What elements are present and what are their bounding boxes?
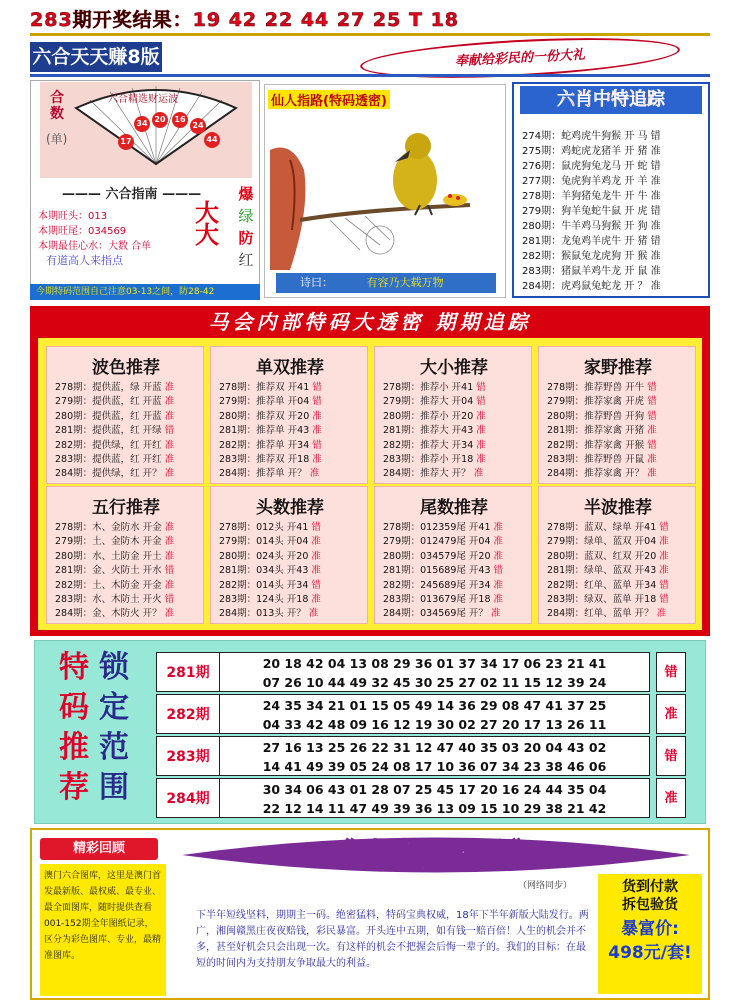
review-body: 澳门六合图库，这里是澳门首发最新版、最权威、最专业、最全面图库，随时提供查看001-152期全年图纸记录，区分为彩色图库、专业，最精准图库。: [40, 864, 166, 996]
panel-line-text: 282期：提供绿，红 开红: [55, 439, 165, 451]
fan-title: 六合精选财运波: [108, 94, 178, 105]
panel-line-result: 错: [647, 382, 657, 393]
panel-line-text: 278期：推荐野兽 开牛: [547, 382, 648, 393]
panel-lines: [55, 521, 205, 622]
panel-title: 尾数推荐: [420, 498, 488, 518]
panel-line-result: 准: [476, 425, 486, 437]
panel-lines: [383, 521, 533, 622]
list-item: [55, 564, 205, 578]
panel-line-text: 281期：034头 开43: [219, 565, 312, 577]
panel-line-text: 281期：推荐单 开43: [219, 425, 313, 437]
list-item: [547, 579, 697, 593]
panel-lines: [383, 381, 533, 482]
panel-title: 头数推荐: [256, 498, 324, 518]
list-item: [55, 439, 205, 453]
panel-line-text: 283期：推荐双 开18: [219, 454, 313, 466]
panel-line-result: 错: [647, 439, 657, 451]
list-item: [547, 521, 697, 535]
lock-char: 定: [99, 690, 129, 725]
lock-char: 特: [59, 650, 89, 685]
lock-line: 07 26 10 44 49 32 45 30 25 27 02 11 15 12 39 24: [262, 675, 607, 690]
panel-line-result: 准: [164, 522, 175, 533]
panel-line-result: 准: [476, 454, 486, 466]
poem-text: 有容乃大载万物: [366, 276, 444, 289]
list-item: [383, 395, 533, 409]
panel-line-result: 准: [473, 468, 484, 480]
list-item: [55, 535, 205, 549]
list-item: [219, 550, 369, 564]
six-zodiac-title: 六肖中特追踪: [520, 86, 702, 114]
panel-line-text: 279期：推荐大 开04: [383, 396, 477, 408]
lock-line: 24 35 34 21 01 15 05 49 14 36 29 08 47 41 37 25: [262, 698, 607, 713]
lock-period: 282期: [156, 694, 220, 734]
panel-line-text: 284期：推荐家禽 开？: [547, 468, 648, 480]
prediction-panel: [46, 486, 204, 624]
panel-line-result: 错: [164, 594, 175, 606]
guide-wangwei: 本期旺尾：034569: [38, 226, 127, 237]
panel-line-result: 准: [308, 608, 319, 620]
slogan: 奉献给彩民的一份大礼: [359, 32, 680, 85]
lock-line: 14 41 49 39 05 24 08 17 10 36 07 34 23 38 46 06: [262, 759, 607, 774]
panel-line-text: 278期：提供蓝，绿 开蓝: [55, 382, 165, 393]
panel-line-result: 准: [656, 608, 667, 620]
poem-label: 诗曰：: [300, 276, 333, 289]
price-box: [598, 874, 702, 994]
side-words: [234, 183, 258, 271]
panel-line-text: 280期：提供蓝，红 开蓝: [55, 410, 165, 422]
prediction-panel: [538, 346, 696, 484]
list-item: [219, 439, 369, 453]
panel-line-result: 错: [312, 382, 322, 393]
list-item: [55, 381, 205, 395]
list-item: [547, 607, 697, 621]
panel-line-text: 280期：推荐小 开20: [383, 410, 477, 422]
list-item: [547, 453, 697, 467]
list-item: [383, 410, 533, 424]
list-item: [383, 593, 533, 607]
list-item: [219, 381, 369, 395]
list-item: [383, 467, 533, 481]
panel-line-result: 准: [309, 468, 320, 480]
panel-line-text: 278期：推荐小 开41: [383, 382, 477, 393]
panel-line-result: 准: [311, 536, 321, 548]
panel-line-result: 错: [164, 565, 175, 577]
list-item: [219, 593, 369, 607]
list-item: [55, 453, 205, 467]
lock-left-chars: [56, 648, 92, 808]
panel-line-result: 准: [164, 579, 175, 591]
list-item: [547, 550, 697, 564]
panel-line-result: 错: [647, 396, 657, 408]
panel-line-text: 280期：推荐双 开20: [219, 410, 313, 422]
big-char: [192, 199, 222, 249]
panel-lines: [547, 381, 697, 482]
lock-char: 荐: [59, 770, 89, 805]
prediction-panel: [374, 486, 532, 624]
side-word: 爆: [238, 185, 254, 203]
side-word: 红: [238, 251, 254, 269]
panel-line-text: 283期：推荐小 开18: [383, 454, 477, 466]
guide-title: ——— 六合指南 ———: [62, 187, 202, 202]
table-row: [156, 736, 686, 776]
panel-title: 单双推荐: [256, 358, 324, 378]
list-item: [383, 453, 533, 467]
panel-line-text: 279期：推荐单 开04: [219, 396, 313, 408]
panel-line-text: 278期：012头 开41: [219, 522, 312, 533]
panel-line-result: 准: [311, 594, 321, 606]
prediction-panel: [374, 346, 532, 484]
sync-label: （网络同步）: [518, 881, 573, 891]
panel-line-result: 准: [311, 550, 321, 562]
panel-line-result: 准: [164, 410, 175, 422]
panel-line-result: 准: [647, 425, 657, 437]
panel-line-result: 错: [659, 579, 669, 591]
panel-line-text: 283期：推荐野兽 开鼠: [547, 454, 648, 466]
prediction-panel: [46, 346, 204, 484]
list-item: [547, 410, 697, 424]
panel-line-text: 282期：245689尾 开34: [383, 579, 494, 591]
panel-line-text: 280期：水、土防金 开土: [55, 550, 165, 562]
panel-line-text: 281期：推荐家禽 开猪: [547, 425, 648, 437]
panel-line-text: 278期：蓝双、绿单 开41: [547, 522, 660, 533]
side-word: 绿: [238, 207, 254, 225]
panel-title: 五行推荐: [92, 498, 160, 518]
zodiac-line: 284期：虎鸡鼠兔蛇龙 开 ？ 准: [522, 281, 661, 292]
panel-line-text: 279期：提供蓝，红 开蓝: [55, 396, 165, 408]
guide-xinshui: 本期最佳心水：大数 合单: [38, 241, 152, 252]
immortal-guide-title: 仙人指路(特码透密): [268, 90, 390, 109]
panel-line-text: 284期：金、木防火 开？: [55, 608, 165, 620]
divider: [30, 74, 710, 77]
panel-line-result: 准: [493, 522, 504, 533]
panel-line-text: 279期：土、金防木 开金: [55, 536, 165, 548]
panel-line-result: 准: [490, 608, 501, 620]
panel-line-result: 准: [164, 608, 175, 620]
panel-line-result: 准: [164, 468, 175, 480]
panel-line-result: 错: [659, 522, 669, 533]
lock-line: 22 12 14 11 47 49 39 36 13 09 15 10 29 38 21 42: [262, 801, 607, 816]
panel-line-result: 准: [659, 536, 669, 548]
panel-line-result: 准: [311, 565, 321, 577]
panel-line-result: 准: [312, 454, 322, 466]
list-item: [547, 564, 697, 578]
list-item: [219, 395, 369, 409]
zodiac-line: 280期：牛羊鸡马狗猴 开 狗 准: [522, 221, 661, 232]
panel-lines: [219, 521, 369, 622]
panel-line-result: 准: [647, 454, 657, 466]
prediction-panel: [538, 486, 696, 624]
panel-lines: [219, 381, 369, 482]
review-title: 精彩回顾: [40, 838, 158, 860]
heshu-label: 合数: [50, 90, 64, 122]
draw-result-title: 283期开奖结果：19 42 22 44 27 25 T 18: [30, 9, 460, 31]
divider: [30, 33, 710, 36]
big-char-1: 大: [195, 199, 219, 227]
lock-line: 27 16 13 25 26 22 31 12 47 40 35 03 20 04 43 02: [262, 740, 607, 755]
list-item: [547, 439, 697, 453]
price-line: 货到付款: [622, 879, 678, 895]
list-item: [383, 439, 533, 453]
panel-line-text: 284期：红单、蓝单 开？: [547, 608, 657, 620]
panel-line-result: 准: [164, 439, 175, 451]
fan-number: 44: [204, 132, 220, 148]
insider-title: 马会内部特码大透密 期期追踪: [208, 310, 532, 334]
panel-line-text: 282期：土、木防金 开金: [55, 579, 165, 591]
panel-line-text: 284期：推荐大 开？: [383, 468, 474, 480]
list-item: [55, 521, 205, 535]
panel-line-result: 错: [164, 425, 175, 437]
panel-line-text: 282期：红单、蓝单 开34: [547, 579, 660, 591]
panel-line-result: 错: [476, 396, 486, 408]
lock-period: 281期: [156, 652, 220, 692]
list-item: [383, 424, 533, 438]
prediction-panel: [210, 486, 368, 624]
panel-line-result: 准: [493, 536, 504, 548]
zodiac-line: 279期：狗羊兔蛇牛鼠 开 虎 错: [522, 206, 661, 217]
panel-title: 半波推荐: [584, 498, 652, 518]
list-item: [383, 535, 533, 549]
list-item: [547, 593, 697, 607]
list-item: [219, 535, 369, 549]
panel-line-result: 准: [493, 594, 504, 606]
panel-line-text: 282期：014头 开34: [219, 579, 312, 591]
panel-line-text: 281期：推荐大 开43: [383, 425, 477, 437]
panel-line-text: 284期：034569尾 开？: [383, 608, 491, 620]
lock-numbers: [220, 652, 650, 692]
bird-illustration-icon: [270, 110, 500, 270]
panel-line-text: 283期：水、木防土 开火: [55, 594, 165, 606]
panel-line-result: 准: [659, 565, 669, 577]
panel-line-result: 错: [647, 410, 657, 422]
panel-line-result: 错: [312, 396, 322, 408]
panel-line-text: 278期：推荐双 开41: [219, 382, 313, 393]
side-word: 防: [238, 229, 254, 247]
list-item: [55, 410, 205, 424]
lock-period: 284期: [156, 778, 220, 818]
panel-line-text: 282期：推荐大 开34: [383, 439, 477, 451]
panel-line-result: 错: [311, 579, 321, 591]
panel-line-result: 准: [164, 536, 175, 548]
guide-wangtou: 本期旺头：013: [38, 211, 108, 222]
qimen-banner: 《奇门一码》: [321, 836, 550, 874]
panel-line-text: 283期：绿双、蓝单 开18: [547, 594, 660, 606]
price-line: 暴富价:: [621, 919, 679, 939]
panel-line-text: 280期：蓝双、红双 开20: [547, 550, 660, 562]
list-item: [383, 550, 533, 564]
panel-line-text: 280期：推荐野兽 开狗: [547, 410, 648, 422]
list-item: [55, 395, 205, 409]
panel-title: 大小推荐: [420, 358, 488, 378]
panel-line-result: 准: [164, 396, 175, 408]
list-item: [55, 467, 205, 481]
panel-line-text: 284期：提供绿，红 开？: [55, 468, 165, 480]
panel-line-result: 错: [493, 565, 504, 577]
panel-line-text: 283期：124头 开18: [219, 594, 312, 606]
lock-result: 错: [656, 652, 686, 692]
guide-tip: 有道高人来指点: [46, 254, 123, 267]
panel-line-text: 282期：推荐家禽 开猴: [547, 439, 648, 451]
lock-char: 码: [59, 690, 89, 725]
list-item: [219, 521, 369, 535]
list-item: [383, 564, 533, 578]
panel-line-result: 准: [659, 550, 669, 562]
lock-numbers: [220, 778, 650, 818]
range-bar: 今期特码范围自己注意03-13之间，防28-42: [30, 284, 260, 300]
price-line: 拆包验货: [622, 897, 678, 913]
list-item: [547, 395, 697, 409]
fan-number: 16: [172, 112, 188, 128]
zodiac-line: 283期：猪鼠羊鸡牛龙 开 鼠 准: [522, 266, 661, 277]
table-row: [156, 694, 686, 734]
panel-line-result: 准: [164, 382, 175, 393]
list-item: [219, 410, 369, 424]
panel-line-result: 准: [164, 550, 175, 562]
lock-char: 围: [99, 770, 129, 805]
panel-line-result: 准: [493, 550, 504, 562]
panel-title: 家野推荐: [584, 358, 652, 378]
panel-line-result: 准: [476, 439, 486, 451]
panel-line-result: 错: [311, 522, 321, 533]
zodiac-line: 275期：鸡蛇虎龙猪羊 开 猪 准: [522, 146, 661, 157]
fan-number: 24: [190, 118, 206, 134]
panel-line-text: 284期：013头 开？: [219, 608, 309, 620]
panel-line-text: 282期：推荐单 开34: [219, 439, 313, 451]
panel-line-text: 279期：012479尾 开04: [383, 536, 494, 548]
brand-badge: 六合天天赚8版: [30, 42, 162, 72]
list-item: [55, 424, 205, 438]
list-item: [547, 424, 697, 438]
lock-numbers: [220, 694, 650, 734]
lock-char: 锁: [99, 650, 129, 685]
lock-line: 20 18 42 04 13 08 29 36 01 37 34 17 06 23 21 41: [262, 656, 607, 671]
list-item: [219, 607, 369, 621]
table-row: [156, 652, 686, 692]
panel-line-result: 准: [647, 468, 657, 480]
list-item: [383, 579, 533, 593]
zodiac-line: 277期：兔虎狗羊鸡龙 开 羊 准: [522, 176, 661, 187]
panel-line-text: 281期：提供蓝，红 开绿: [55, 425, 165, 437]
lock-char: 推: [59, 730, 89, 765]
list-item: [219, 564, 369, 578]
list-item: [383, 521, 533, 535]
price-line: 498元/套!: [608, 943, 692, 963]
panel-line-text: 279期：推荐家禽 开虎: [547, 396, 648, 408]
lock-result: 准: [656, 694, 686, 734]
guide-title-text: 六合指南: [105, 187, 158, 202]
panel-lines: [55, 381, 205, 482]
list-item: [383, 381, 533, 395]
lock-period: 283期: [156, 736, 220, 776]
panel-lines: [547, 521, 697, 622]
panel-line-text: 280期：024头 开20: [219, 550, 312, 562]
list-item: [55, 550, 205, 564]
zodiac-line: 278期：羊狗猪兔龙牛 开 牛 准: [522, 191, 661, 202]
panel-line-text: 280期：034579尾 开20: [383, 550, 494, 562]
list-item: [219, 424, 369, 438]
panel-line-result: 错: [312, 439, 322, 451]
list-item: [383, 607, 533, 621]
lock-line: 04 33 42 48 09 16 12 19 30 02 27 20 17 13 26 11: [262, 717, 607, 732]
panel-line-result: 错: [659, 594, 669, 606]
list-item: [219, 579, 369, 593]
panel-line-text: 283期：013679尾 开18: [383, 594, 494, 606]
lock-numbers: [220, 736, 650, 776]
panel-line-result: 准: [493, 579, 504, 591]
lock-result: 准: [656, 778, 686, 818]
panel-line-text: 278期：012359尾 开41: [383, 522, 494, 533]
list-item: [55, 593, 205, 607]
panel-line-text: 279期：绿单、蓝双 开04: [547, 536, 660, 548]
panel-line-text: 281期：金、火防土 开水: [55, 565, 165, 577]
dan-label: (单): [46, 132, 68, 146]
panel-line-text: 279期：014头 开04: [219, 536, 312, 548]
lock-char: 范: [99, 730, 129, 765]
list-item: [55, 607, 205, 621]
lock-right-chars: [96, 648, 132, 808]
panel-line-text: 281期：绿单、蓝双 开43: [547, 565, 660, 577]
table-row: [156, 778, 686, 818]
list-item: [547, 535, 697, 549]
prediction-panel: [210, 346, 368, 484]
zodiac-line: 281期：龙兔鸡羊虎牛 开 猪 错: [522, 236, 661, 247]
panel-line-text: 281期：015689尾 开43: [383, 565, 494, 577]
zodiac-line: 282期：猴鼠兔龙虎狗 开 猴 准: [522, 251, 661, 262]
poem-bar: [276, 273, 496, 293]
list-item: [55, 579, 205, 593]
big-char-2: 大: [195, 221, 219, 249]
panel-line-result: 准: [312, 425, 322, 437]
panel-line-text: 284期：推荐单 开？: [219, 468, 310, 480]
panel-line-result: 准: [476, 410, 486, 422]
fan-number: 17: [118, 134, 134, 150]
list-item: [219, 467, 369, 481]
panel-line-result: 准: [164, 454, 175, 466]
fan-number: 34: [134, 116, 150, 132]
panel-line-result: 准: [312, 410, 322, 422]
panel-line-result: 错: [476, 382, 486, 393]
list-item: [219, 453, 369, 467]
zodiac-line: 274期：蛇鸡虎牛狗猴 开 马 错: [522, 131, 661, 142]
lock-line: 30 34 06 43 01 28 07 25 45 17 20 16 24 44 35 04: [262, 782, 607, 797]
qimen-body: 下半年短线坚料，期期主一码。绝密猛料，特码宝典权威，18年下半年新版大陆发行。两广，湘闽赣黑庄夜夜赔钱，彩民暴富。开头连中五期，如有钱一赔百倍！人生的机会并不多，甚至好机会只会出现一次。有这样的机会不把握会后悔一辈子的。我们的目标：在最短的时间内为支持朋友争取最大的利益。: [196, 910, 589, 969]
zodiac-line: 276期：鼠虎狗兔龙马 开 蛇 错: [522, 161, 661, 172]
panel-title: 波色推荐: [92, 358, 160, 378]
lock-result: 错: [656, 736, 686, 776]
fan-number: 20: [152, 112, 168, 128]
list-item: [547, 381, 697, 395]
panel-line-text: 278期：木、金防水 开金: [55, 522, 165, 533]
panel-line-text: 283期：提供蓝，红 开红: [55, 454, 165, 466]
list-item: [547, 467, 697, 481]
